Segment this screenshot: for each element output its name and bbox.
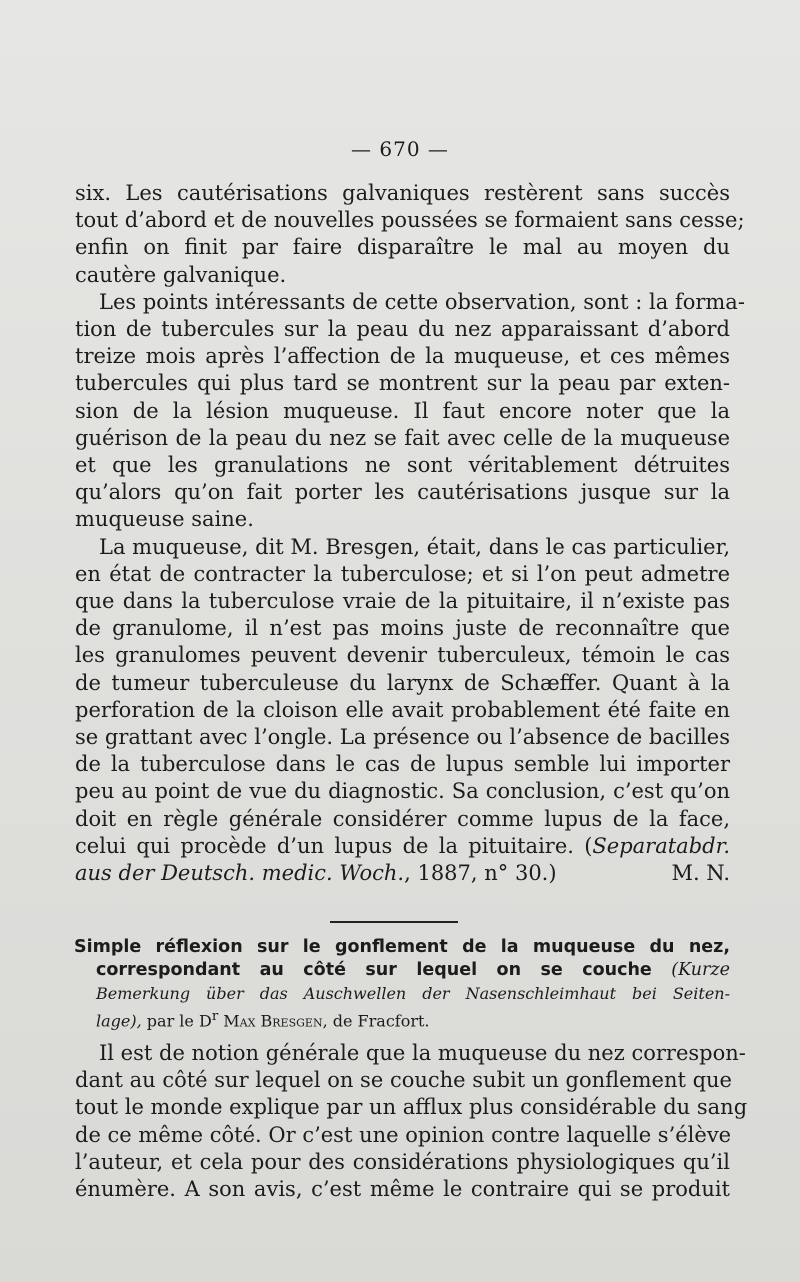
heading-text: correspondant au côté sur lequel on se couche [96,960,652,980]
subheading-sup: r [211,1009,219,1024]
text-line: se grattant avec l’ongle. La présence ou l’absence de bacilles [75,725,730,750]
text-line: tion de tubercules sur la peau du nez apparaissant d’abord [75,317,730,342]
subheading-line: Bemerkung über das Auschwellen der Nasenschleimhaut bei Seiten- [96,984,730,1003]
section-divider [330,921,458,923]
author-location: , de Fracfort. [322,1011,430,1031]
heading-line: Simple réflexion sur le gonflement de la muqueuse du nez, [74,937,730,957]
article-body [75,180,745,887]
text-line: les granulomes peuvent devenir tuberculeux, témoin le cas [75,643,730,668]
text-line: perforation de la cloison elle avait probablement été faite en [75,697,730,722]
text-line: La muqueuse, dit M. Bresgen, était, dans le cas particulier, [99,534,730,559]
text-line-part: celui qui procède d’un lupus de la pituitaire. ( [75,833,593,858]
author-name: Max Bresgen [218,1011,323,1031]
heading-german-title: (Kurze [671,960,730,980]
citation-details: , 1887, n° 30.) [404,861,557,886]
text-line: cautère galvanique. [75,262,287,287]
text-line: peu au point de vue du diagnostic. Sa conclusion, c’est qu’on [75,779,730,804]
page-number: — 670 — [351,137,449,161]
text-line: l’auteur, et cela pour des considérations physiologiques qu’il [75,1149,730,1174]
text-line: de la tuberculose dans le cas de lupus semble lui importer [75,752,730,777]
text-line: treize mois après l’affection de la muqueuse, et ces mêmes [75,344,730,369]
text-line: de granulome, il n’est pas moins juste de reconnaître que [75,616,730,641]
text-line: Il est de notion générale que la muqueuse du nez correspon- [99,1041,746,1065]
text-line: tout d’abord et de nouvelles poussées se formaient sans cesse; [75,208,745,233]
text-line: muqueuse saine. [75,507,254,532]
text-line: tout le monde explique par un afflux plus considérable du sang [75,1095,748,1120]
subheading-line [96,1005,730,1032]
text-line: six. Les cautérisations galvaniques restèrent sans succès [75,181,730,205]
author-signature: M. N. [671,861,730,886]
text-line: et que les granulations ne sont véritablement détruites [75,453,730,478]
text-line: guérison de la peau du nez se fait avec celle de la muqueuse [75,425,730,450]
subheading-text: par le D [141,1011,212,1031]
article-heading [74,936,730,982]
text-line: qu’alors qu’on fait porter les cautérisations jusque sur la [75,480,730,505]
article-body-2 [75,1040,748,1203]
text-line: en état de contracter la tuberculose; et si l’on peut admetre [75,561,730,586]
heading-line [74,959,730,982]
article-subheading [96,982,730,1032]
text-line [75,860,730,887]
text-line: de tumeur tuberculeuse du larynx de Schæffer. Quant à la [75,670,730,695]
text-line: Les points intéressants de cette observation, sont : la forma- [99,289,745,314]
text-line: sion de la lésion muqueuse. Il faut encore noter que la [75,398,730,423]
text-line: de ce même côté. Or c’est une opinion contre laquelle s’élève [75,1122,732,1147]
subheading-italic: lage), [96,1011,142,1031]
text-line: énumère. A son avis, c’est même le contraire qui se produit [75,1177,730,1202]
text-line: tubercules qui plus tard se montrent sur la peau par exten- [75,371,730,396]
text-line [75,833,730,860]
text-line: doit en règle générale considérer comme lupus de la face, [75,806,730,831]
text-line: enfin on finit par faire disparaître le mal au moyen du [75,235,730,260]
citation-journal: aus der Deutsch. medic. Woch. [75,861,405,886]
text-line: que dans la tuberculose vraie de la pituitaire, il n’existe pas [75,589,730,614]
text-line: dant au côté sur lequel on se couche subit un gonflement que [75,1068,732,1093]
citation-italic: Separatabdr. [592,833,730,858]
